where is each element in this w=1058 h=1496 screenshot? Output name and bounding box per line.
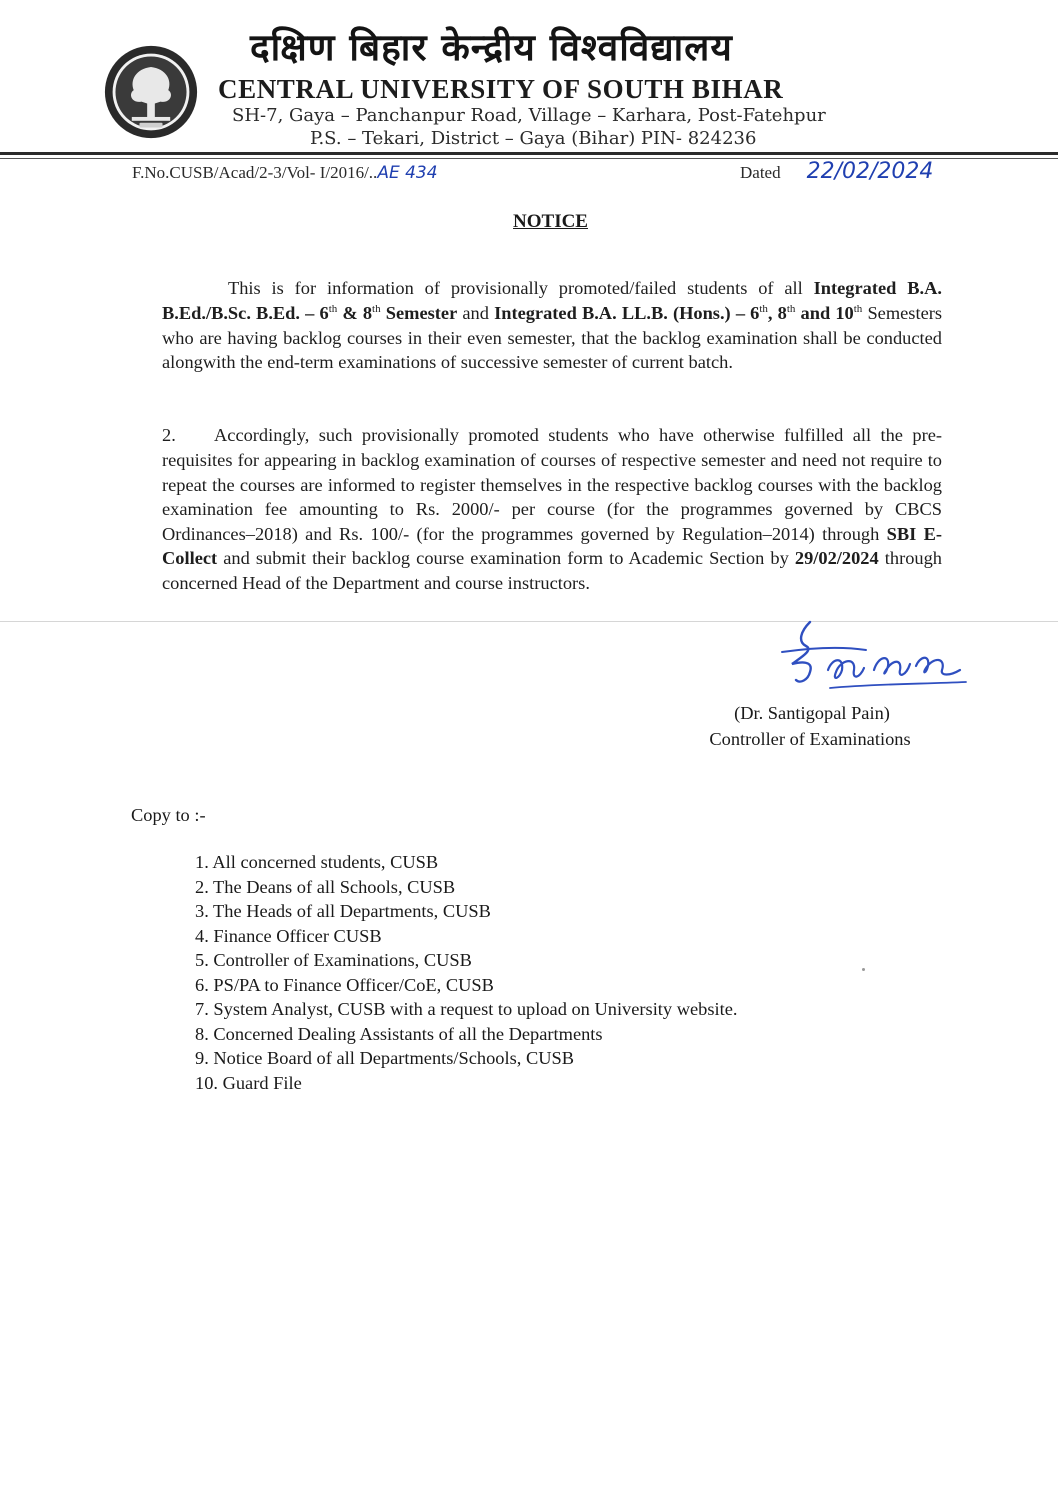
address-line-1: SH-7, Gaya – Panchanpur Road, Village – Karhara, Post-Fatehpur bbox=[232, 105, 826, 126]
dated-label: Dated bbox=[740, 163, 781, 182]
file-number bbox=[132, 161, 562, 185]
copy-to-item: 7. System Analyst, CUSB with a request to upload on University website. bbox=[195, 999, 738, 1019]
copy-to-item: 10. Guard File bbox=[195, 1072, 302, 1093]
file-number-prefix: F.No.CUSB/Acad/2-3/Vol- I/2016/.. bbox=[132, 163, 378, 182]
header-rule-thick bbox=[0, 152, 1058, 155]
copy-to-item: 4. Finance Officer CUSB bbox=[195, 925, 382, 946]
signatory-designation: Controller of Examinations bbox=[709, 729, 911, 749]
address-line-2: P.S. – Tekari, District – Gaya (Bihar) PIN- 824236 bbox=[310, 128, 757, 149]
signature-icon bbox=[770, 612, 980, 712]
dated-value: 22/02/2024 bbox=[806, 159, 934, 184]
university-title-hindi: दक्षिण बिहार केन्द्रीय विश्वविद्यालय bbox=[250, 26, 733, 69]
scan-speck bbox=[862, 968, 865, 971]
copy-to-item: 2. The Deans of all Schools, CUSB bbox=[195, 876, 456, 897]
copy-to-item: 3. The Heads of all Departments, CUSB bbox=[195, 901, 491, 921]
university-seal-icon bbox=[103, 44, 199, 140]
notice-heading: NOTICE bbox=[513, 211, 588, 232]
copy-to-item: 1. All concerned students, CUSB bbox=[195, 852, 439, 872]
copy-to-item: 9. Notice Board of all Departments/Schools, CUSB bbox=[195, 1048, 575, 1068]
notice-paragraph-1: This is for information of provisionally promoted/failed students of all Integrated B.A. B.Ed./B.Sc. B.Ed. – 6th & 8th Semester and Integrated B.A. LL.B. (Hons.) – 6th, 8th and 10th Semesters who are having backlog courses in their even semester, that the backlog examination shall be conducted alongwith the end-term examinations of successive semester of current batch. bbox=[162, 278, 943, 373]
copy-to-item: 6. PS/PA to Finance Officer/CoE, CUSB bbox=[195, 974, 494, 995]
university-title-english: CENTRAL UNIVERSITY OF SOUTH BIHAR bbox=[218, 74, 784, 104]
copy-to-item: 5. Controller of Examinations, CUSB bbox=[195, 950, 472, 970]
copy-to-label: Copy to :- bbox=[131, 805, 206, 825]
notice-paragraph-2: 2. Accordingly, such provisionally promoted students who have otherwise fulfilled all the pre-requisites for appearing in backlog examination of courses of respective semester and need not require to repeat the courses are informed to register themselves in the respective backlog courses with the backlog examination fee amounting to Rs. 2000/- per course (for the programmes governed by CBCS Ordinances–2018) and Rs. 100/- (for the programmes governed by Regulation–2014) through SBI E-Collect and submit their backlog course examination form to Academic Section by 29/02/2024 through concerned Head of the Department and course instructors. bbox=[162, 425, 943, 593]
copy-to-item: 8. Concerned Dealing Assistants of all the Departments bbox=[195, 1023, 603, 1044]
date-line bbox=[740, 159, 1040, 186]
file-number-handwritten: AE 434 bbox=[377, 163, 438, 183]
copy-to-list bbox=[195, 850, 895, 1095]
signatory-name: (Dr. Santigopal Pain) bbox=[734, 703, 890, 723]
